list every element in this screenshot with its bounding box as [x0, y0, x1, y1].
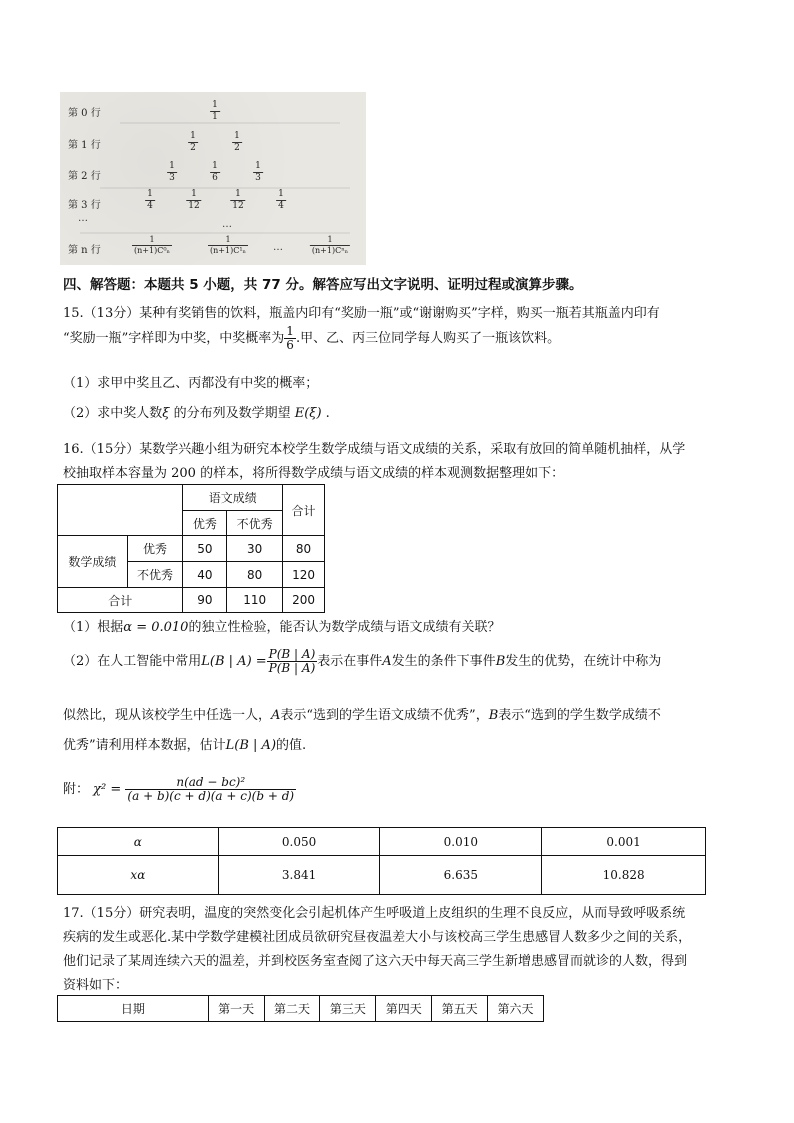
fraction: 1 (n+1)Cⁿₙ [311, 235, 349, 255]
table-cell: 50 [183, 536, 227, 562]
q16-part-1: （1）根据α = 0.010的独立性检验，能否认为数学成绩与语文成绩有关联？ [63, 620, 501, 635]
q15-part-1: （1）求甲中奖且乙、丙都没有中奖的概率； [63, 376, 319, 391]
row-ellipsis: … [78, 213, 88, 224]
q16-line-1: 16.（15分）某数学兴趣小组为研究本校学生数学成绩与语文成绩的关系，采取有放回的简单随机抽样，从学 [63, 442, 686, 457]
alpha-value: 0.050 [218, 828, 380, 856]
critical-value-table [57, 827, 706, 895]
fraction: 1 6 [212, 161, 218, 183]
day-cell: 第六天 [488, 996, 544, 1022]
day-cell: 第一天 [208, 996, 264, 1022]
fraction: 1 12 [232, 189, 244, 211]
not-excellent-header: 不优秀 [227, 511, 283, 536]
fraction: 1 (n+1)C⁰ₙ [134, 235, 170, 255]
table-cell: 90 [183, 588, 227, 613]
table-cell: 80 [227, 562, 283, 588]
chi-square-fraction: $\frac{\text{n(ad − bc)²}}{(a + b)(c + d)(a + c)(b + d)}$ [127, 775, 295, 804]
row-n-label: 第 n 行 [68, 245, 101, 256]
q16-line-4: 优秀”请利用样本数据，估计L(B | A)的值. [63, 738, 307, 753]
fraction: 1 3 [255, 161, 261, 183]
day-cell: 第三天 [320, 996, 376, 1022]
day-cell: 第四天 [376, 996, 432, 1022]
math-not-excellent-label: 不优秀 [127, 562, 183, 588]
q17-line-4: 资料如下： [63, 978, 129, 993]
day-cell: 第二天 [264, 996, 320, 1022]
alpha-label: α [58, 828, 219, 856]
day-cell: 第五天 [432, 996, 488, 1022]
q17-line-3: 他们记录了某周连续六天的温差，并到校医务室查阅了这六天中每天高三学生新增患感冒而就诊的人数，得到 [63, 954, 688, 969]
row-2-label: 第 2 行 [68, 171, 101, 182]
critical-value: 3.841 [218, 856, 380, 895]
probability-fraction: $\frac{1}{6}$ [286, 324, 294, 353]
chi-square-formula: 附： χ² = $\frac{\text{n(ad − bc)²}}{(a + b)(c + d)(a + c)(b + d)}$ [63, 775, 295, 804]
q16-line-3: 似然比，现从该校学生中任选一人，A表示“选到的学生语文成绩不优秀”，B表示“选到的学生数学成绩不 [63, 708, 661, 723]
fraction: 1 4 [278, 189, 284, 211]
fraction: 1 (n+1)C¹ₙ [210, 235, 246, 255]
excellent-header: 优秀 [183, 511, 227, 536]
q16-part-2: （2）在人工智能中常用L(B | A) = $\frac{P(B | A)}{P(B̄ | A)}$ 表示在事件A发生的条件下事件B发生的优势，在统计中称为 [63, 647, 662, 676]
q15-line-1: 15.（13分）某种有奖销售的饮料，瓶盖内印有“奖励一瓶”或“谢谢购买”字样，购买一瓶若其瓶盖内印有 [63, 306, 660, 321]
alpha-value: 0.001 [542, 828, 706, 856]
empty-corner-cell [58, 485, 183, 536]
table-cell: 40 [183, 562, 227, 588]
row-3-label: 第 3 行 [68, 200, 101, 211]
table-cell: 120 [283, 562, 325, 588]
math-excellent-label: 优秀 [127, 536, 183, 562]
middle-ellipsis: … [222, 219, 232, 230]
x-alpha-label: xα [58, 856, 219, 895]
contingency-table [57, 484, 325, 613]
q17-line-1: 17.（15分）研究表明，温度的突然变化会引起机体产生呼吸道上皮组织的生理不良反应，从而导致呼吸系统 [63, 906, 686, 921]
date-label: 日期 [58, 996, 209, 1022]
fraction: 1 3 [169, 161, 175, 183]
total-row-label: 合计 [58, 588, 183, 613]
likelihood-ratio-fraction: $\frac{P(B | A)}{P(B̄ | A)}$ [268, 647, 316, 676]
table-cell: 200 [283, 588, 325, 613]
fraction: 1 2 [190, 131, 196, 153]
q17-line-2: 疾病的发生或恶化.某中学数学建模社团成员欲研究昼夜温差大小与该校高三学生患感冒人数多少之间的关系， [63, 930, 692, 945]
chinese-score-header: 语文成绩 [183, 485, 283, 511]
fraction-triangle-image [60, 92, 366, 265]
q15-line-2: “奖励一瓶”字样即为中奖，中奖概率为 $\frac{1}{6}$ .甲、乙、丙三位同学每人购买了一瓶该饮料。 [63, 324, 561, 353]
critical-value: 10.828 [542, 856, 706, 895]
fraction: 1 4 [147, 189, 153, 211]
q16-line-2: 校抽取样本容量为 200 的样本，将所得数学成绩与语文成绩的样本观测数据整理如下： [63, 466, 565, 481]
table-cell: 80 [283, 536, 325, 562]
fraction: 1 1 [212, 100, 218, 122]
temperature-table [57, 995, 544, 1022]
alpha-value: 0.010 [380, 828, 542, 856]
row-1-label: 第 1 行 [68, 140, 101, 151]
total-header: 合计 [283, 485, 325, 536]
row-0-label: 第 0 行 [68, 108, 101, 119]
fraction: 1 2 [234, 131, 240, 153]
critical-value: 6.635 [380, 856, 542, 895]
table-cell: 110 [227, 588, 283, 613]
q15-part-2: （2）求中奖人数ξ 的分布列及数学期望 E(ξ) . [63, 406, 330, 421]
math-score-header: 数学成绩 [58, 536, 128, 588]
last-row-ellipsis: … [273, 242, 283, 253]
section-heading: 四、解答题：本题共 5 小题，共 77 分。解答应写出文字说明、证明过程或演算步骤。 [63, 277, 583, 293]
table-cell: 30 [227, 536, 283, 562]
fraction: 1 12 [188, 189, 200, 211]
